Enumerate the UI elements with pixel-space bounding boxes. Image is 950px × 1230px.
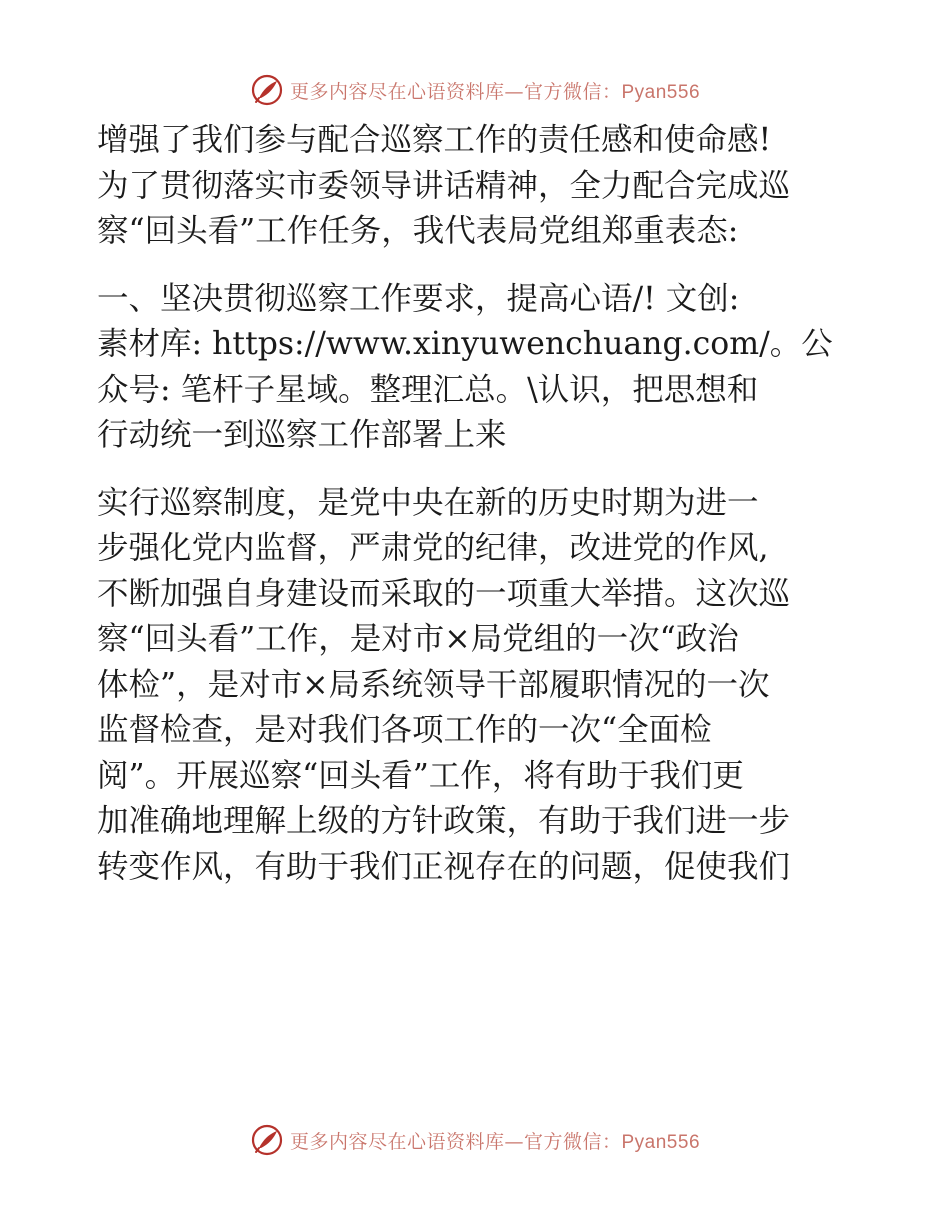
quill-logo-icon	[250, 1123, 284, 1157]
text-line: 一、坚决贯彻巡察工作要求，提高心语/! 文创:	[97, 280, 740, 317]
text-line: 实行巡察制度，是党中央在新的历史时期为进一	[97, 484, 759, 521]
document-body	[97, 118, 857, 890]
text-line: 察“回头看”工作，是对市×局党组的一次“政治	[97, 621, 739, 657]
text-line: 加准确地理解上级的方针政策，有助于我们进一步	[97, 803, 791, 839]
text-line: 体检”，是对市×局系统领导干部履职情况的一次	[97, 666, 770, 703]
paragraph-2	[97, 277, 857, 459]
paragraph-1	[97, 118, 857, 255]
watermark-text: 更多内容尽在心语资料库—官方微信：Pyan556	[289, 80, 701, 103]
text-line: 行动统一到巡察工作部署上来	[97, 417, 507, 453]
text-line: 步强化党内监督，严肃党的纪律，改进党的作风,	[97, 530, 769, 566]
paragraph-3	[97, 481, 857, 891]
text-line: 众号: 笔杆子星域。整理汇总。\认识，把思想和	[97, 371, 759, 408]
wechat-id: Pyan556	[621, 81, 701, 103]
watermark-text: 更多内容尽在心语资料库—官方微信：Pyan556	[289, 1130, 701, 1153]
wechat-id: Pyan556	[621, 1131, 701, 1153]
header-watermark	[0, 70, 950, 110]
text-line: 不断加强自身建设而采取的一项重大举措。这次巡	[97, 575, 791, 612]
text-line: 为了贯彻落实市委领导讲话精神，全力配合完成巡	[97, 167, 791, 204]
text-line: 素材库: https://www.xinyuwenchuang.com/。公	[97, 326, 833, 362]
footer-watermark	[0, 1120, 950, 1160]
quill-logo-icon	[250, 73, 284, 107]
text-line: 监督检查，是对我们各项工作的一次“全面检	[97, 712, 712, 748]
text-line: 察“回头看”工作任务，我代表局党组郑重表态:	[97, 213, 739, 249]
text-line: 增强了我们参与配合巡察工作的责任感和使命感!	[97, 122, 772, 158]
text-line: 转变作风，有助于我们正视存在的问题，促使我们	[97, 848, 791, 885]
text-line: 阅”。开展巡察“回头看”工作，将有助于我们更	[97, 757, 744, 794]
